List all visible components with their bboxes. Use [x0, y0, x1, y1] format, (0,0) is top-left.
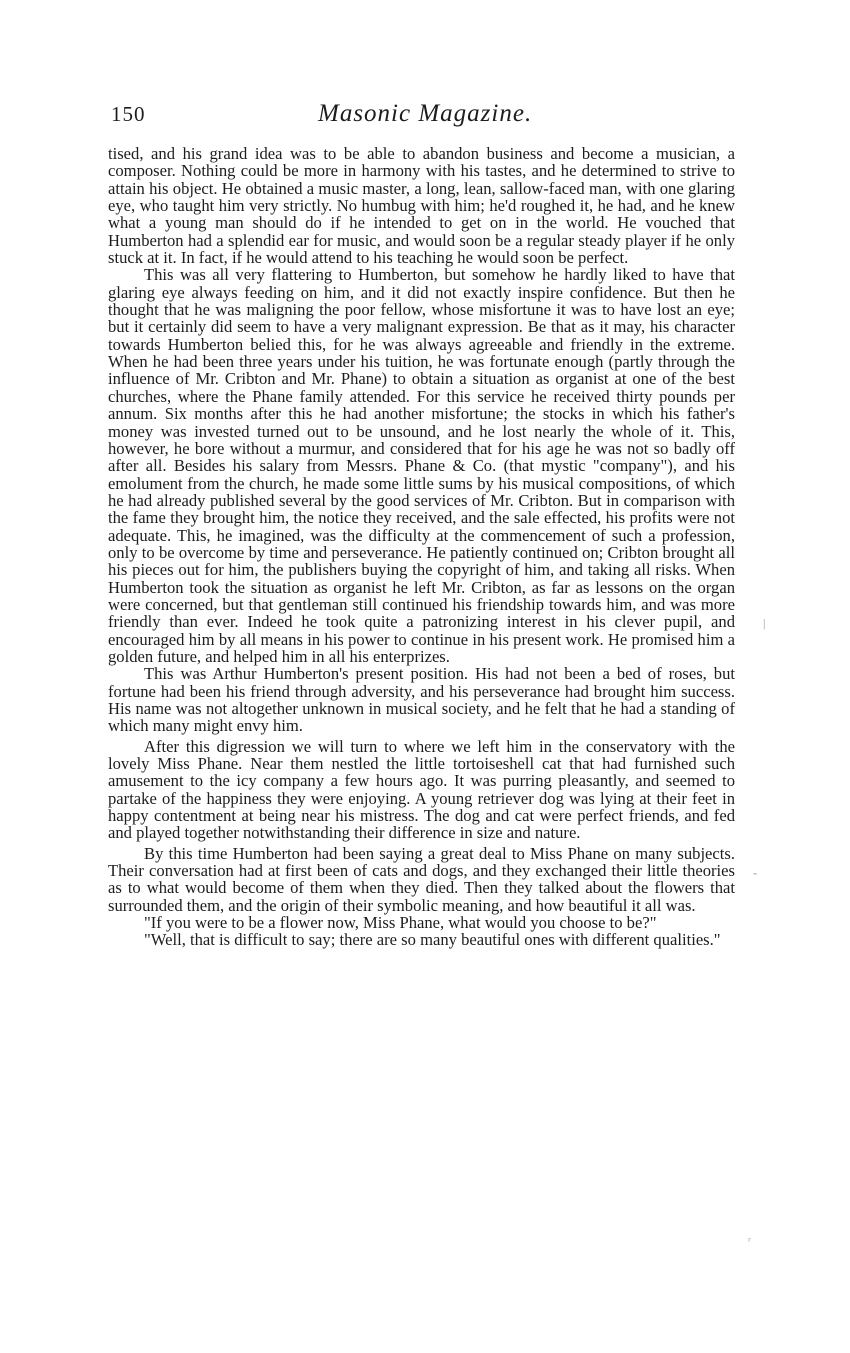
- paragraph: This was all very flattering to Humberton, but somehow he hardly liked to have that glaring eye always feeding on him, and it did not exactly inspire confidence. But then he thought that he was maligning the poor fellow, whose misfortune it was to have lost an eye; but it certainly did seem to have a very malignant expression. Be that as it may, his character towards Humberton belied this, for he was always agreeable and friendly in the extreme. When he had been three years under his tuition, he was fortunate enough (partly through the influence of Mr. Cribton and Mr. Phane) to obtain a situation as organist at one of the best churches, where the Phane family attended. For this service he received thirty pounds per annum. Six months after this he had another misfortune; the stocks in which his father's money was invested turned out to be unsound, and he lost nearly the whole of it. This, however, he bore without a murmur, and considered that for his age he was not so badly off after all. Besides his salary from Messrs. Phane & Co. (that mystic "company"), and his emolument from the church, he made some little sums by his musical compositions, of which he had already published several by the good services of Mr. Cribton. But in comparison with the fame they brought him, the notice they received, and the sale effected, his profits were not adequate. This, he imagined, was the difficulty at the commencement of such a profession, only to be overcome by time and perseverance. He patiently continued on; Cribton brought all his pieces out for him, the publishers buying the copyright of him, and taking all risks. When Humberton took the situation as organist he left Mr. Cribton, as far as lessons on the organ were concerned, but that gentleman still continued his friendship towards him, and was more friendly than ever. Indeed he took quite a patronizing interest in his clever pupil, and encouraged him by all means in his power to continue in his present work. He promised him a golden future, and helped him in all his enterprizes.: [108, 265, 735, 666]
- margin-mark: ˜: [753, 870, 757, 884]
- paragraph: After this digression we will turn to where we left him in the conservatory with the lovely Miss Phane. Near them nestled the little tortoiseshell cat that had furnished such amusement to the icy company a few hours ago. It was purring pleasantly, and seemed to partake of the happiness they were enjoying. A young retriever dog was lying at their feet in happy contentment at being near his mistress. The dog and cat were perfect friends, and fed and played together notwithstanding their difference in size and nature.: [108, 736, 735, 843]
- running-title: Masonic Magazine.: [318, 100, 533, 127]
- paragraph: This was Arthur Humberton's present position. His had not been a bed of roses, but fortune had been his friend through adversity, and his perseverance had brought him success. His name was not altogether unknown in musical society, and he felt that he had a standing of which many might envy him.: [108, 664, 735, 736]
- paragraph: By this time Humberton had been saying a great deal to Miss Phane on many subjects. Their conversation had at first been of cats and dogs, and they exchanged their little theories as to what would become of them when they died. Then they talked about the flowers that surrounded them, and the origin of their symbolic meaning, and how beautiful it all was.: [108, 843, 735, 915]
- margin-mark: |: [763, 616, 766, 630]
- dialogue-line: "Well, that is difficult to say; there are so many beautiful ones with different qualities.": [144, 930, 721, 950]
- dialogue-line: "If you were to be a flower now, Miss Phane, what would you choose to be?": [144, 913, 657, 933]
- margin-mark: ʳ: [748, 1234, 751, 1248]
- article-body: [108, 145, 735, 949]
- paragraph-continued: tised, and his grand idea was to be able to abandon business and become a musician, a composer. Nothing could be more in harmony with his tastes, and he determined to strive to attain his object. He obtained a music master, a long, lean, sallow-faced man, with one glaring eye, who taught him very strictly. No humbug with him; he'd roughed it, he had, and he knew what a young man should do if he intended to get on in the world. He vouched that Humberton had a splendid ear for music, and would soon be a regular steady player if he only stuck at it. In fact, if he would attend to his teaching he would soon be perfect.: [108, 144, 735, 268]
- page-number: 150: [111, 102, 146, 126]
- page-header: [108, 100, 748, 134]
